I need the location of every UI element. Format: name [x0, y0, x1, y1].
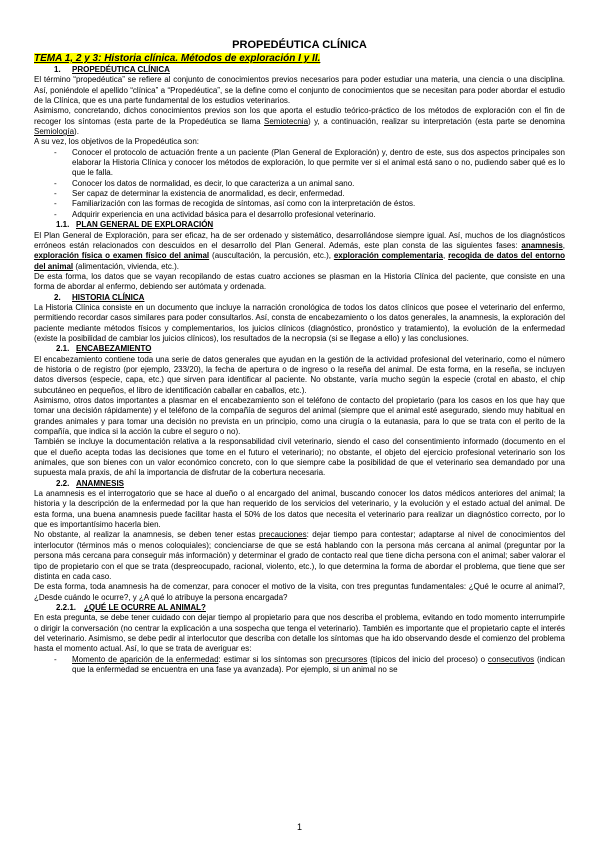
section-title: ¿QUÉ LE OCURRE AL ANIMAL?	[84, 602, 206, 612]
paragraph: De esta forma, toda anamnesis ha de comenzar, para conocer el motivo de la visita, con tres preguntas fundamentales: ¿Qué le ocurre al animal?, ¿Desde cuándo le ocurre?, y ¿A qué lo atribuye la persona encargada?	[34, 582, 565, 602]
section-number: 2.	[54, 292, 61, 302]
term-semiologia: Semiología	[34, 127, 75, 137]
text-run: El Plan General de Exploración, para ser eficaz, ha de ser ordenado y sistemático, desarrollándose siempre igual. Así, muchos de los diagnósticos erróneos están relacionados con descuidos en el desarrollo del Plan General. Además, este plan consta de las siguientes fases:	[34, 230, 565, 250]
topic-heading	[34, 53, 565, 65]
term-consecutivos: consecutivos	[487, 654, 535, 664]
section-number: 2.2.	[56, 478, 70, 488]
section-title: ANAMNESIS	[76, 478, 125, 488]
phase-physical-exam: exploración física o examen físico del animal	[34, 251, 210, 261]
text-run: No obstante, al realizar la anamnesis, se deben tener estas	[34, 530, 260, 540]
section-title: ENCABEZAMIENTO	[76, 344, 152, 354]
inquiry-list	[34, 655, 565, 676]
section-heading-2	[54, 293, 565, 303]
section-number: 2.1.	[56, 344, 70, 354]
phase-complementary-exam: exploración complementaria	[333, 251, 444, 261]
text-run: ).	[74, 127, 79, 137]
section-title: HISTORIA CLÍNICA	[72, 292, 145, 302]
section-title: PLAN GENERAL DE EXPLORACIÓN	[76, 220, 214, 230]
paragraph: De esta forma, los datos que se vayan recopilando de estas cuatro acciones se plasman en la Historia Clínica del paciente, que consiste en una forma de abordar al enfermo, debiendo ser autómata y ordenada.	[34, 271, 565, 292]
text-run: : estimar si los síntomas son	[218, 654, 326, 664]
text-run: Asimismo, concretando, dichos conocimientos previos son los que aporta el estudio teórico-práctico de los métodos de exploración con el fin de recoger los síntomas (esta parte de la Propedéutica se llama	[34, 106, 565, 126]
paragraph: El término “propedéutica” se refiere al conjunto de conocimientos previos necesarios para poder estudiar una materia, una ciencia o una disciplina. Así, poniéndole el apellido “clínica” a “Propedéutica”, se la define como el conjunto de conocimientos que se necesitan para poder abordar el estudio de la Clínica, que es una parte fundamental de los estudios veterinarios.	[34, 75, 565, 106]
section-heading-2-1	[56, 344, 565, 354]
paragraph	[34, 231, 565, 272]
text-run: (típicos del inicio del proceso) o	[367, 654, 488, 664]
section-number: 1.	[54, 65, 61, 74]
section-number: 1.1.	[56, 220, 70, 230]
section-heading-2-2	[56, 479, 565, 489]
list-item: - Conocer el protocolo de actuación frente a un paciente (Plan General de Exploración) y, dentro de este, sus dos aspectos principales son elaborar la Historia Clínica y conocer los métodos de exploración, lo que permite ver si el animal está sano o no, pudiendo saber qué es lo que le falla.	[72, 148, 565, 179]
section-number: 2.2.1.	[56, 602, 77, 612]
list-item: - Adquirir experiencia en una actividad básica para el desarrollo profesional veterinario.	[72, 210, 565, 220]
section-heading-1	[54, 65, 565, 75]
text-run: (indican que la enfermedad se encuentra en una fase ya avanzada). Por ejemplo, si un animal no se	[72, 654, 565, 674]
paragraph: La anamnesis es el interrogatorio que se hace al dueño o al encargado del animal, buscando conocer los datos médicos anteriores del animal; la historia y la descripción de la enfermedad por la que han requerido de los servicios del veterinario, y la evolución y el estado actual del animal. De esta forma, una buena anamnesis puede facilitar hasta el 50% de los datos que necesita el veterinario para realizar un diagnóstico correcto, por lo que es importantísimo hacerla bien.	[34, 489, 565, 530]
list-item: - Ser capaz de determinar la existencia de anormalidad, es decir, enfermedad.	[72, 189, 565, 199]
objectives-list	[34, 148, 565, 220]
paragraph: El encabezamiento contiene toda una serie de datos generales que ayudan en la gestión de la actividad profesional del veterinario, como el número de historia o de registro (por ejemplo, 233/20), la fecha de apertura o de ingreso o la reseña del animal. De esta forma, en la reseña, se incluyen datos diversos (especie, capa, etc.) que sirven para identificar al paciente. No obstante, varía mucho según la especie (crotal en abasto, el chip subcutáneo en pequeños, el libro de identificación caballar en caballos, etc.).	[34, 354, 565, 395]
section-heading-1-1	[56, 220, 565, 230]
phase-anamnesis: anamnesis	[521, 240, 563, 250]
paragraph	[34, 106, 565, 137]
text-run: ) y, a continuación, realizar su interpretación (esta parte se denomina	[308, 116, 566, 126]
section-heading-2-2-1	[56, 603, 565, 613]
paragraph	[34, 530, 565, 582]
text-run: (auscultación, la percusión, etc.),	[209, 251, 334, 261]
list-item: - Familiarización con las formas de recogida de síntomas, así como con la interpretación de éstos.	[72, 199, 565, 209]
phase-environment-data: recogida de datos del entorno del animal	[34, 251, 566, 271]
list-item: - Conocer los datos de normalidad, es decir, lo que caracteriza a un animal sano.	[72, 179, 565, 189]
paragraph: En esta pregunta, se debe tener cuidado con dejar tiempo al propietario para que nos describa el problema, evitando en todo momento interrumpirle o dirigir la conversación (no centrar la explicación a una sospecha que tenga el veterinario). También es importante que el propietario capte el interés del veterinario. Asimismo, se debe pedir al interlocutor que describa con detalle los síntomas que ha ido observando desde el comienzo del problema hasta el momento actual. Así, lo que se trata de averiguar es:	[34, 613, 565, 654]
page-number: 1	[296, 822, 302, 832]
term-semiotecnia: Semiotecnia	[264, 116, 309, 126]
section-title: PROPEDÉUTICA CLÍNICA	[72, 65, 170, 74]
term-precursores: precursores	[325, 654, 368, 664]
text-run: ,	[562, 240, 565, 250]
paragraph: A su vez, los objetivos de la Propedéutica son:	[34, 137, 199, 147]
paragraph: La Historia Clínica consiste en un documento que incluye la narración cronológica de todos los datos clínicos que posee el veterinario del enfermo, permitiendo recordar casos similares para poder consultarlos. Así, consta de encabezamiento o los datos generales, la anamnesis, la exploración del paciente mediante métodos físicos y complementarios, los juicios clínicos (diagnóstico, pronóstico y tratamiento), la evolución de la enfermedad (existe la posibilidad de cambiar los juicios clínicos), los resultados de la necropsia (si se llegase a ello) y las conclusiones.	[34, 302, 565, 343]
paragraph: También se incluye la documentación relativa a la responsabilidad civil veterinario, siendo el caso del consentimiento informado (documento en el que el dueño acepta todas las decisiones que tome en el futuro el veterinario); no obstante, el objeto del ejercicio profesional veterinario son los animales, que son bienes con un valor económico concreto, con lo que siempre cabe la posibilidad de que el veterinario sea demandado por una supuesta mala praxis, de ahí la importancia de disfrutar de la cobertura necesaria.	[34, 437, 565, 478]
term-precauciones: precauciones	[259, 530, 307, 540]
text-run: ,	[443, 251, 449, 261]
document-title: PROPEDÉUTICA CLÍNICA	[232, 39, 367, 51]
text-run: : dejar tiempo para contestar; adaptarse al nivel de conocimientos del interlocutor (términos más o menos coloquiales); concienciarse de que se está hablando con la persona más cercana al animal (preguntar por la persona más cercana para conseguir más información) y determinar el grado de contacto real que tiene dicha persona con el animal; saber valorar el tipo de propietario con el que se trata (despreocupado, racional, violento, etc.), lo que determina la forma de abordar el problema, que tiene que ser distinta en cada caso.	[34, 530, 565, 581]
topic-highlight: TEMA 1, 2 y 3: Historia clínica. Métodos de exploración I y II.	[34, 53, 321, 64]
list-item	[72, 655, 565, 676]
paragraph: Asimismo, otros datos importantes a plasmar en el encabezamiento son el teléfono de contacto del propietario (para los casos en los que hay que tomar una decisión rápidamente) y el teléfono de la compañía de seguros del animal (siempre que el animal esté asegurado, siendo muy habitual en grandes animales y para tomar una decisión no prevista en un principio, como una cirugía o la eutanasia, para lo que se trata con el perito de la compañía, que indica si la acción la cubre el seguro o no).	[34, 396, 565, 437]
document-body	[34, 39, 565, 675]
text-run: (alimentación, vivienda, etc.).	[73, 261, 179, 271]
term-onset: Momento de aparición de la enfermedad	[72, 654, 219, 664]
